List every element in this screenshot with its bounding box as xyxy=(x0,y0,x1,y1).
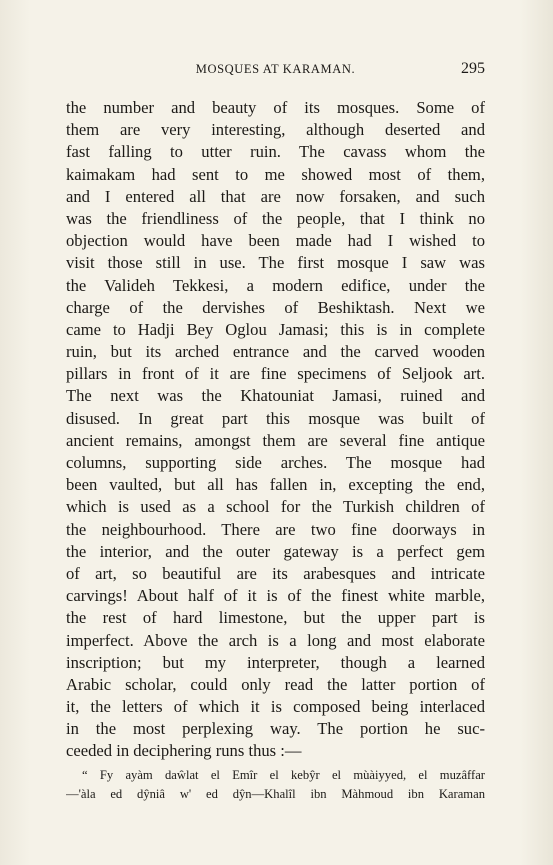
text-line: came to Hadji Bey Oglou Jamasi; this is in complete xyxy=(66,319,485,339)
text-line: objection would have been made had I wished to xyxy=(66,231,485,251)
text-line: carvings! About half of it is of the finest white marble, xyxy=(66,586,485,606)
text-line: fast falling to utter ruin. The cavass whom the xyxy=(66,142,485,162)
text-line: it, the letters of which it is composed being interlaced xyxy=(66,697,485,717)
text-line: the interior, and the outer gateway is a perfect gem xyxy=(66,541,485,561)
text-line: the rest of hard limestone, but the upper part is xyxy=(66,608,485,628)
text-line: Arabic scholar, could only read the latter portion of xyxy=(66,674,485,694)
text-line: ruin, but its arched entrance and the carved wooden xyxy=(66,342,485,362)
body-paragraph xyxy=(66,97,485,763)
text-line: the Valideh Tekkesi, a modern edifice, under the xyxy=(66,275,485,295)
inscription-quote xyxy=(66,766,485,803)
text-line: which is used as a school for the Turkish children of xyxy=(66,497,485,517)
page-number: 295 xyxy=(461,60,485,77)
text-line: ceeded in deciphering runs thus :— xyxy=(66,741,302,761)
text-line: of art, so beautiful are its arabesques and intricate xyxy=(66,563,485,583)
text-line: the number and beauty of its mosques. Some of xyxy=(66,98,485,117)
text-line: inscription; but my interpreter, though a learned xyxy=(66,652,485,672)
text-line: the neighbourhood. There are two fine doorways in xyxy=(66,519,485,539)
text-line: was the friendliness of the people, that I think no xyxy=(66,208,485,228)
text-line: The next was the Khatouniat Jamasi, ruined and xyxy=(66,386,485,406)
text-line: imperfect. Above the arch is a long and most elaborate xyxy=(66,630,485,650)
page-header xyxy=(66,62,485,84)
text-line: in the most perplexing way. The portion he suc- xyxy=(66,719,485,739)
text-line: columns, supporting side arches. The mosque had xyxy=(66,453,485,472)
text-line: pillars in front of it are fine specimens of Seljook art. xyxy=(66,364,485,384)
running-head: MOSQUES AT KARAMAN. xyxy=(195,62,356,76)
quote-line: —'àla ed dŷniâ w' ed dŷn—Khalîl ibn Màhmoud ibn Karaman xyxy=(66,786,485,801)
text-line: disused. In great part this mosque was built of xyxy=(66,408,485,428)
text-line: kaimakam had sent to me showed most of them, xyxy=(66,164,485,184)
text-line: ancient remains, amongst them are several fine antique xyxy=(66,430,485,450)
text-line: charge of the dervishes of Beshiktash. Next we xyxy=(66,297,485,317)
text-line: visit those still in use. The first mosque I saw was xyxy=(66,253,485,273)
text-line: and I entered all that are now forsaken, and such xyxy=(66,186,485,206)
quote-line: “ Fy ayàm daŵlat el Emîr el kebŷr el mùàiyyed, el muzâffar xyxy=(82,768,485,782)
text-line: them are very interesting, although deserted and xyxy=(66,120,485,140)
text-line: been vaulted, but all has fallen in, excepting the end, xyxy=(66,475,485,495)
